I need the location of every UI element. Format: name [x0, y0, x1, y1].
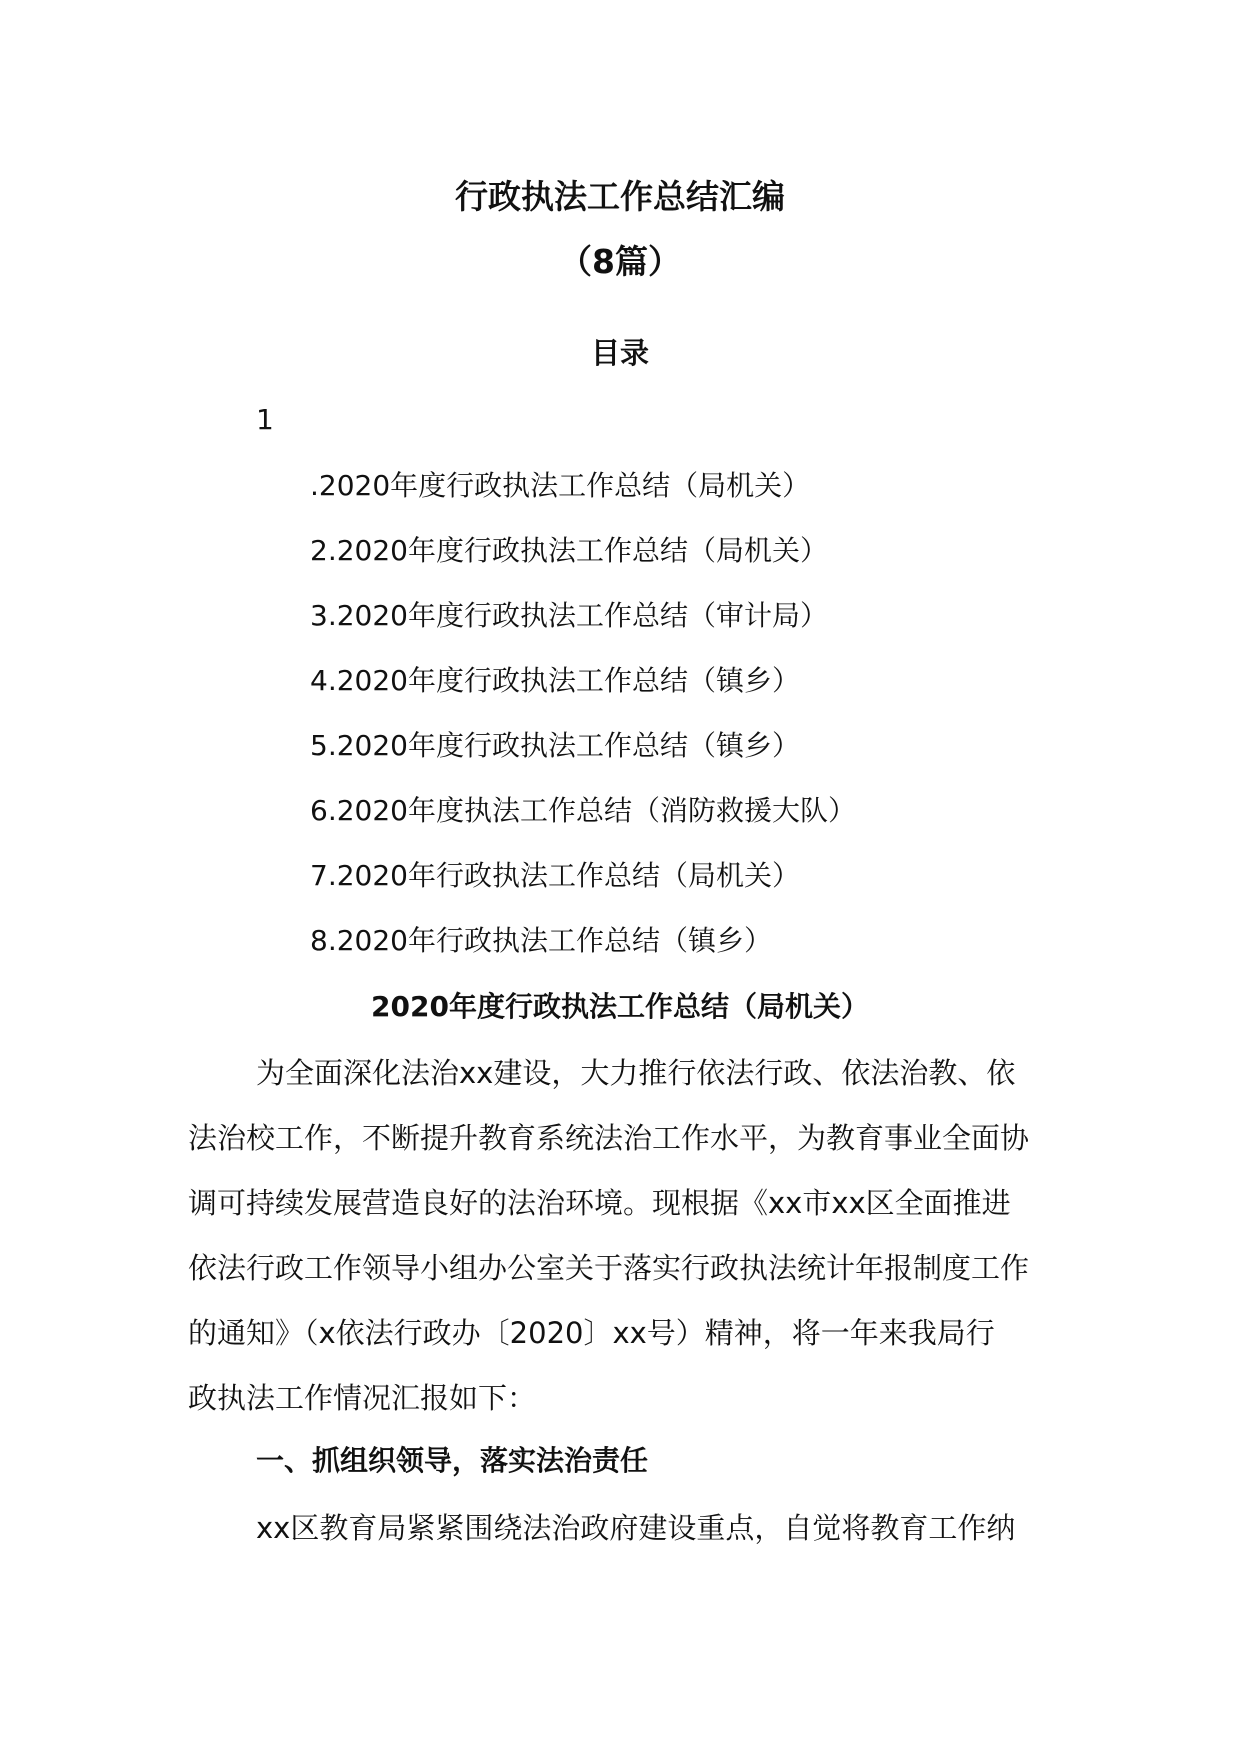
- paragraph-line: 政执法工作情况汇报如下：: [188, 1381, 537, 1415]
- paragraph-line: 依法行政工作领导小组办公室关于落实行政执法统计年报制度工作: [188, 1251, 1030, 1285]
- toc-item: 4.2020年度行政执法工作总结（镇乡）: [310, 664, 800, 697]
- paragraph-line: 调可持续发展营造良好的法治环境。现根据《xx市xx区全面推进: [188, 1186, 1011, 1220]
- toc-heading: 目录: [590, 336, 649, 370]
- toc-item: 5.2020年度行政执法工作总结（镇乡）: [310, 729, 800, 762]
- document-title: 行政执法工作总结汇编: [455, 177, 785, 216]
- document-subtitle-count: （8篇）: [559, 242, 681, 281]
- toc-item: 3.2020年度行政执法工作总结（审计局）: [310, 599, 828, 632]
- toc-item: 2.2020年度行政执法工作总结（局机关）: [310, 534, 828, 567]
- toc-number: 1: [256, 403, 274, 436]
- toc-item: 7.2020年行政执法工作总结（局机关）: [310, 859, 800, 892]
- toc-item: 6.2020年度执法工作总结（消防救援大队）: [310, 794, 856, 827]
- toc-item: .2020年度行政执法工作总结（局机关）: [310, 469, 811, 502]
- paragraph-line: xx区教育局紧紧围绕法治政府建设重点，自觉将教育工作纳: [256, 1511, 1016, 1545]
- paragraph-line: 法治校工作，不断提升教育系统法治工作水平，为教育事业全面协: [188, 1121, 1030, 1155]
- paragraph-line: 的通知》（x依法行政办〔2020〕xx号）精神，将一年来我局行: [188, 1316, 995, 1350]
- section-title: 2020年度行政执法工作总结（局机关）: [371, 990, 869, 1023]
- subheading: 一、抓组织领导，落实法治责任: [256, 1444, 649, 1477]
- toc-item: 8.2020年行政执法工作总结（镇乡）: [310, 924, 772, 957]
- paragraph-line: 为全面深化法治xx建设，大力推行依法行政、依法治教、依: [256, 1056, 1016, 1090]
- toc-list: [310, 466, 856, 986]
